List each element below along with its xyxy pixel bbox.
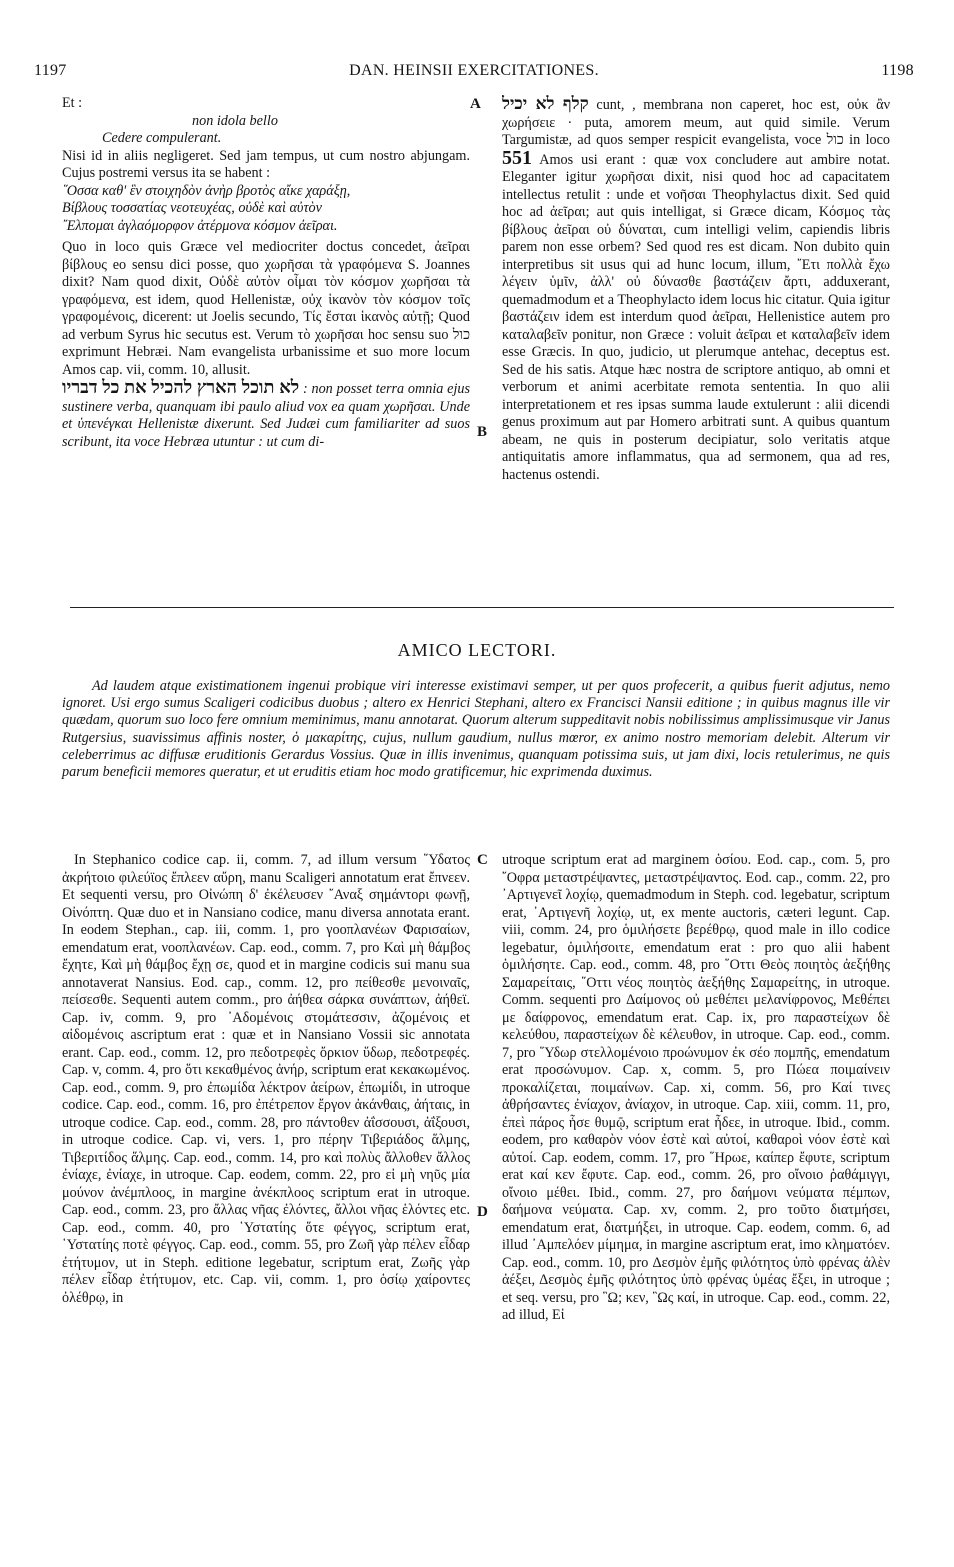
paragraph-cunt [502, 95, 890, 484]
lower-left-text: In Stephanico codice cap. ii, comm. 7, ad illum versum ῞Υδατος ἀκρήτοιο φιλεύϊος ἔπλεεν αὔρη, manu Scaligeri annotatum erat ἔπνεεν. Et sequenti versu, pro Οἰνώπη δ' ἐκέλευσεν ῎Αναξ σημάντορι φωνῇ, Οἰνόπτη. Quæ duo et in Nansiano codice, manu diversa annotata erant. In eodem Stephan., cap. iii, comm. 1, pro γοοπλανέων Φαρισαίων, emendatum erat, νοοπλανέων. Cap. eod., comm. 7, pro Καὶ μὴ θάμβος ἔχητε, Καὶ μὴ θάμβος ἔχῃ σε, quod et in margine codicis sui manu sua annotaverat Nansius. Eod. cap., comm. 12, pro πείθεσθε μενοιναῖς, πείσεσθε. Sequenti autem comm., pro ἀήθεα σάρκα συνάπτων, ἀήθεϊ. Cap. iv, comm. 9, pro ᾿Αδομένοις στομάτεσσιν, ἀζομένοις et αἰδομένοις ascriptum erat : quæ et in Nansiano Vossii sic annotata erant. Cap. eod., comm. 12, pro πεδοτρεφὲς ὄρκιον ὕδωρ, πεδοτρεφές. Cap. v, comm. 4, pro ὅτι κεκαθμένος ἀνήρ, scriptum erat κεκακωμένος. Cap. eod., comm. 9, pro ἐπωμίδα λέκτρον ἀείρων, ἐπωμίδι, in utroque codice. Cap. eod., comm. 16, pro ἐπέτρεπον ἔργον ἀκάνθαις, ἀήταις, in utroque codice. Cap. eod., comm. 28, pro πάντοθεν ἀΐσσουσι, ἀΐξουσι, in utroque codice. Cap. vi, vers. 1, pro πέρην Τιβεριάδος ἅλμης, Τιβεριτίδος ἅλμης. Cap. eod., comm. 14, pro καὶ πολὺς ἄλλοθεν ἄλλος ἐνίαχε, ἐνίαχε, in utroque. Cap. eodem, comm. 22, pro εἰ μὴ νηῦς μία μούνον ἀνέμπλοος, in margine ἀνέκπλοος scriptum erat in utroque. Cap. eod., comm. 23, pro ἄλλας νῆας ἐλόντες, ἄλλοι νῆας ἑλόντες etc. Cap. eod., comm. 40, pro ῾Υστατίης ὅτε φέγγος, scriptum erat, ῾Υστατίης ποτὲ φέγγος. Cap. eod., comm. 55, pro Ζωῆ γὰρ πέλεν εἶδαρ ἐτήτυμον, ut in Steph. editione legebatur, scriptum erat, Ζωῆς γὰρ πέλεν εἶδαρ ἐτήτυμον, etc. Cap. vii, comm. 1, pro ὁσίῳ χαίροντες ὀλέθρῳ, in [62, 852, 470, 1306]
lower-right-text: utroque scriptum erat ad marginem ὁσίου. Eod. cap., com. 5, pro ῎Οφρα μεταστρέψαντες, μεταστρέψαντος. Eod. cap., comm. 22, pro ᾿Αρτιγενεῖ λοχίῳ, quemadmodum in Steph. cod. legebatur, scriptum erat, ᾿Αρτιγενῆ λοχίῳ, ut, ex mente auctoris, cæteri legunt. Cap. viii, comm. 24, pro ὁμιλήσετε βερέθρῳ, quod male in illo codice legebatur, ὁμιλήσοιτε, emendatum erat : pro quo alii habent ὁμιλήσητε. Cap. eod., comm. 48, pro ῞Οττι Θεὸς ποιητὸς ἀεξήθης Σαμαρείταις, ῞Οττι νέος ποιητὸς ἀεξήθης Σαμαρείτης, in utroque. Comm. sequenti pro Δαίμονος οὐ μεθέπει μελανίφρονος, Μεθέπει με δαίφρονος, emendatum erat. Cap. ix, pro παραστείχων δὲ κελεύθου, παραστείχων δὲ κέλευθον, in utroque. Cap. eod., comm. 7, pro ῞Υδωρ στελλομένοιο προώνυμον ἐκ σέο πομπῆς, emendatum erat προσώνυμον. Cap. x, comm. 5, pro Πώεα ποιμαίνειν προκαλίζεται, ποιμαίνων. Cap. xi, comm. 56, pro Καί τινες ἀθρήσαντες ἐνίαχον, ἀνίαχον, in utroque. Cap. xiii, comm. 11, pro, ἐπεὶ πάρος ἧσε θυμῷ, scriptum erat ἦδεε, in utroque. Ibid., comm. eodem, pro καθαρὸν νόον ἐστὲ καὶ αὐτοί, καθαροὶ νόον ἐστὲ καὶ αὐτοί. Cap. eodem, comm. 17, pro ῞Ηρωε, καίπερ ἔφυτε, scriptum erat καί κεν ἔφυτε. Cap. eod., comm. 26, pro οἴνοιο ῥαθάμιγγι, οἴνοιο μέθει. Ibid., comm. 27, pro δαήμονι νεύματα πέμπων, δαήμονα νεύματα. Cap. xv, comm. 2, pro τοῦτο διατμήσει, emendatum erat, διατμήξει, in utroque. Cap. eodem, comm. 6, ad illud ᾿Αμπελόεν μίμημα, in margine ascriptum erat, imo κληματόεν. Cap. eod., comm. 10, pro Δεσμὸν ἐμῆς φιλότητος ὑπὸ φρένας ἀλὲν ἀέξει, Δεσμὸς ἐμῆς φιλότητος ὑπὸ φρένας ὑμέας ἔξει, in utroque ; et seq. versu, pro ῝Ω; κεν, ῝Ως καί, in utroque. Cap. eod., comm. 22, ad illud, Εἰ [502, 852, 890, 1323]
lower-right-column [502, 852, 890, 1552]
section-heading: AMICO LECTORI. [397, 640, 557, 660]
verse-line-2: Cedere compulerant. [102, 130, 222, 146]
paragraph-cunt-text: cunt, , membrana non caperet, hoc est, οὐκ ἂν χωρήσειε · puta, amorem meum, aut quid simile. Verum Targumistæ, ad quos semper respicit evangelista, voce כול in loco [502, 97, 890, 148]
greek-verse-3: ῎Ελπομαι ἀγλαόμορφον ἀτέρμονα κόσμον ἀεῖραι. [62, 217, 338, 234]
hebrew-quote-right: קלף לא יכיל [502, 95, 589, 113]
preface-paragraph [62, 678, 890, 781]
margin-marker-c: C [477, 852, 488, 868]
preface-text: Ad laudem atque existimationem ingenui probique viri interesse existimavi semper, ut per quos profecerit, a quibus fuerit adjutus, nemo ignoret. Usi ergo sumus Scaligeri codicibus duobus ; altero ex Henrici Stephani, altero ex Francisci Nansii editione ; in quibus magnus ille vir quædam, quorum suo loco fere omnium meminimus, manu annotarat. Quorum alterum suppeditavit nobis nobilissimus amplissimusque vir Janus Rutgersius, suavissimus affinis noster, ὁ μακαρίτης, cujus, nullum gaudium, nullus mœror, ex animo nostro memoriam delebit. Alterum vir celeberrimus ac diffusæ eruditionis Gerardus Vossius. Quæ in illis invenimus, quanquam potissima suis, ut jam dixi, locis retulerimus, ne quis parum beneficii memores queratur, et ut eruditis etiam hoc modo gratificemur, hic exprimenda duximus. [62, 678, 890, 781]
paragraph-quo: Quo in loco quis Græce vel mediocriter doctus concedet, ἀεῖραι βίβλους eo sensu dici posse, quo χωρῆσαι τὰ γραφόμενα S. Joannes dixit? Nam quod dixit, Οὐδὲ αὐτὸν οἶμαι τὸν κόσμον χωρῆσαι τὰ γραφόμενα, est idem, quod Hellenistæ, οὐχ ἱκανὸν τὸν κόσμον τοῖς γραφομένοις, dicerent: ut Joelis secundo, Τίς ἔσται ἱκανὸς αὐτῇ; Quod ad verbum Syrus hic secutus est. Verum τὸ χωρῆσαι hoc sensu suo כול exprimunt Hebræi. Nam evangelista urbanissime et suo more locum Amos cap. vii, comm. 10, allusit. [62, 239, 470, 378]
page-number-right: 1198 [881, 62, 914, 79]
paragraph-non-posset: : non posset terra omnia ejus sustinere verba, quanquam ibi paulo aliud vox ea quam χωρῆσαι. Unde et ὑπενέγκαι Hellenistæ dixerunt. Sed Judæi cum familiariter ad suos scribunt, ita voce Hebræa utuntur : ut cum di- [62, 381, 470, 450]
page-number-left: 1197 [34, 62, 67, 79]
column-number: 551 [502, 146, 532, 169]
upper-right-column [502, 95, 890, 585]
margin-marker-b: B [477, 424, 488, 440]
running-head [34, 62, 914, 80]
margin-marker-a: A [470, 96, 481, 112]
paragraph-amos: Amos usi erant : quæ vox concludere aut ambire notat. Eleganter igitur χωρῆσαι dixit, nisi quod hoc ad capacitatem intellectus retulit : unde et νοῆσαι Theophylactus dixit. Sed quid hoc ad ἀεῖραι; aut quis intelligat, si Græce dicam, Κόσμος τὰς βίβλους ἀεῖραι οὐ δύναται, cum intelligi velim, capiendis libris parem non esse orbem? Sed quod res est dicam. Non dubito quin interpretibus sit usus qui ad hunc locum, illum, ῎Ετι πολλὰ ἔχω λέγειν ὑμῖν, ἀλλ' οὐ δύνασθε βαστάζειν ἄρτι, adduxerant, quemadmodum et a Theophylacto idem locus hic citatur. Quia igitur βαστάζειν idem est interdum quod ἀεῖραι, Hellenistice autem pro καταλαβεῖν ponitur, non Græce : voluit ἀεῖραι et καταλαβεῖν idem esse Græcis. In quo, judicio, ut plerumque antehac, deceptus est. Sed de his satis. Atque hæc nostra de scriptore antiquo, ab omni et verborum et animi acerbitate remota sententia. In quo alii interpretationem et res ipsas summa laude extulerunt : alii dicendi genus proximum aut par Homero arbitrati sunt. A quibus quantum abeam, ne quis in posterum decipiatur, solo veritatis atque antiquitatis amore inflammatus, qua ad sermonem, qua ad res, hactenus ostendi. [502, 151, 890, 483]
text-et: Et : [62, 95, 83, 111]
section-divider [70, 607, 894, 608]
upper-left-column [62, 95, 470, 585]
greek-verse-1: ῞Οσσα καθ' ἓν στοιχηδὸν ἀνὴρ βροτὸς αἴκε χαράξῃ, [62, 182, 351, 199]
hebrew-quote: לא תוכל הארץ להכיל את כל דבריו [62, 377, 300, 397]
paragraph-nisi: Nisi id in aliis negligeret. Sed jam tempus, ut cum nostro abjungam. Cujus postremi versus ita se habent : [62, 147, 470, 181]
verse-line-1: non idola bello [192, 112, 278, 129]
lower-left-column [62, 852, 470, 1552]
greek-verse-2: Βίβλους τοσσατίας νεοτευχέας, οὐδὲ καὶ αὐτὸν [62, 200, 322, 216]
margin-marker-d: D [477, 1204, 488, 1220]
running-title: DAN. HEINSII EXERCITATIONES. [349, 62, 599, 79]
